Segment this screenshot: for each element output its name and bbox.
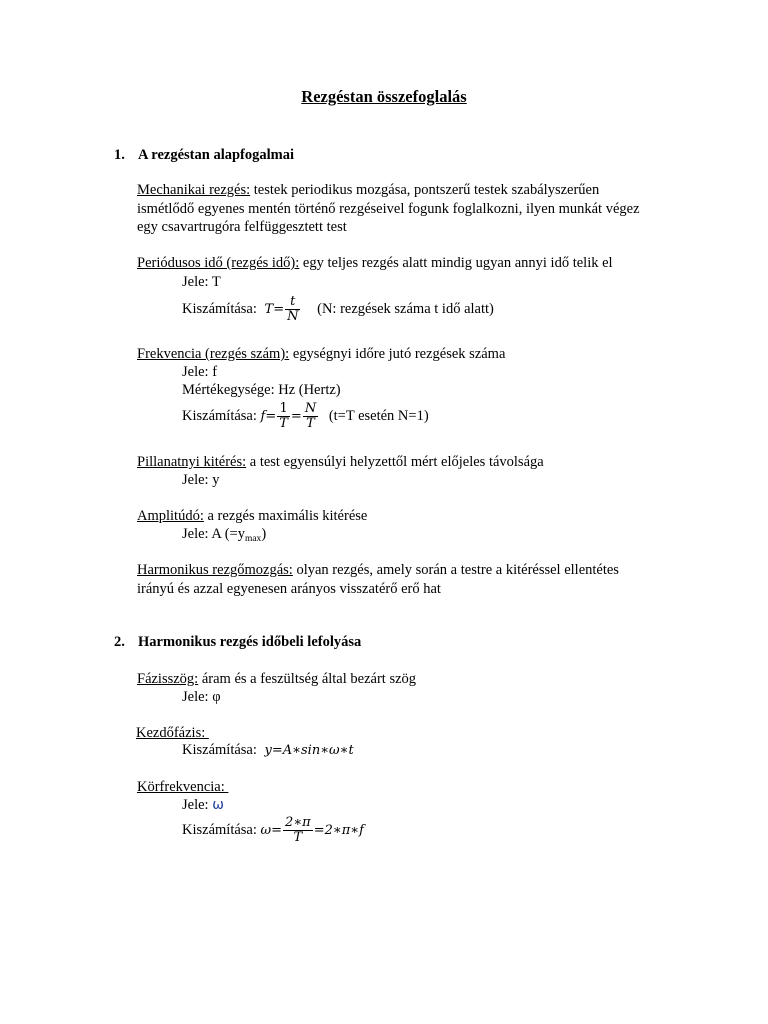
subscript-max: max xyxy=(244,534,262,544)
desc: egy teljes rezgés alatt mindig ugyan annyi idő telik el xyxy=(299,255,613,271)
calc-label: Kiszámítása: xyxy=(182,742,257,758)
term-frekvencia: Frekvencia (rezgés szám): xyxy=(137,346,290,362)
term-harmonikus: Harmonikus rezgőmozgás: xyxy=(137,562,293,578)
term-mechanikai: Mechanikai rezgés: xyxy=(137,182,251,198)
korfrekvencia-jele xyxy=(182,796,224,814)
fraction-numerator: 2∗π xyxy=(285,815,311,830)
desc: egységnyi időre jutó rezgések száma xyxy=(289,346,506,362)
fraction-denominator: N xyxy=(287,309,299,324)
symbol-T: T xyxy=(264,302,274,317)
amplitudo-jele xyxy=(182,525,266,545)
fraction-1 xyxy=(277,402,290,431)
harmonikus-line-1 xyxy=(137,561,619,579)
korfrekvencia-formula-row xyxy=(182,815,364,846)
term-periodus: Periódusos idő (rezgés idő): xyxy=(137,255,300,271)
pillanatnyi-line xyxy=(137,453,544,471)
section-number: 2. xyxy=(114,634,125,650)
desc: áram és a feszültség által bezárt szög xyxy=(198,671,417,687)
section-number: 1. xyxy=(114,147,125,163)
periodus-formula-row xyxy=(182,294,494,325)
calc-label: Kiszámítása: xyxy=(182,408,257,424)
desc: olyan rezgés, amely során a testre a kitéréssel ellentétes xyxy=(292,562,619,578)
page-title: Rezgéstan összefoglalás xyxy=(301,87,467,106)
section-1-heading xyxy=(114,146,294,164)
frequency-formula xyxy=(260,401,320,431)
fraction-numerator: 1 xyxy=(277,402,290,417)
periodus-line xyxy=(137,254,613,272)
symbol-f: f xyxy=(260,409,266,424)
omega-symbol: ω xyxy=(212,797,224,813)
desc: testek periodikus mozgása, pontszerű testek szabályszerűen xyxy=(250,182,600,198)
equals: = xyxy=(290,409,302,424)
frekvencia-unit: Mértékegysége: Hz (Hertz) xyxy=(182,382,341,398)
fraction xyxy=(283,816,313,845)
equals: = xyxy=(265,409,277,424)
desc: a test egyensúlyi helyzettől mért előjeles távolsága xyxy=(246,454,544,470)
faziszog-line xyxy=(137,670,416,688)
period-formula xyxy=(264,294,302,324)
section-2-heading xyxy=(114,633,361,651)
fraction-denominator: T xyxy=(306,416,315,431)
mechanikai-line-2: ismétlődő egyenes mentén történő rezgéseivel fogunk foglalkozni, ilyen munkát végez xyxy=(137,201,640,217)
fraction-numerator: t xyxy=(285,295,300,310)
period-note: (N: rezgések száma t idő alatt) xyxy=(317,301,494,317)
frekvencia-line xyxy=(137,345,505,363)
korfrekvencia-line xyxy=(137,778,228,796)
amplitudo-line xyxy=(137,507,367,525)
section-title: Harmonikus rezgés időbeli lefolyása xyxy=(138,634,362,650)
fraction-numerator: N xyxy=(304,401,317,416)
harmonikus-line-2: irányú és azzal egyenesen arányos visszatérő erő hat xyxy=(137,581,441,597)
fraction xyxy=(285,295,300,324)
fraction-denominator: T xyxy=(293,830,303,845)
term-faziszog: Fázisszög: xyxy=(137,671,199,687)
term-kezdofazis: Kezdőfázis: xyxy=(136,725,209,741)
symbol-omega: ω xyxy=(260,823,272,838)
mechanikai-line-1 xyxy=(137,181,599,199)
jele-prefix: Jele: A (=y xyxy=(182,526,245,542)
formula-rhs: =2∗π∗f xyxy=(313,823,364,838)
faziszog-jele: Jele: φ xyxy=(182,689,221,705)
calc-label: Kiszámítása: xyxy=(182,301,257,317)
calc-label: Kiszámítása: xyxy=(182,822,257,838)
term-korfrekvencia: Körfrekvencia: xyxy=(137,779,229,795)
kezdofazis-formula-row xyxy=(182,741,354,760)
section-title: A rezgéstan alapfogalmai xyxy=(138,147,294,163)
phase-formula: y=A∗sin∗ω∗t xyxy=(264,743,354,758)
fraction-denominator: T xyxy=(279,416,288,431)
kezdofazis-line xyxy=(136,724,209,742)
equals: = xyxy=(273,302,285,317)
desc: a rezgés maximális kitérése xyxy=(203,508,368,524)
term-pillanatnyi: Pillanatnyi kitérés: xyxy=(137,454,247,470)
mechanikai-line-3: egy csavartrugóra felfüggesztett test xyxy=(137,219,347,235)
fraction-2 xyxy=(303,402,318,431)
pillanatnyi-jele: Jele: y xyxy=(182,472,220,488)
angular-frequency-formula xyxy=(260,815,364,845)
jele-label: Jele: xyxy=(182,797,209,813)
term-amplitudo: Amplitúdó: xyxy=(137,508,204,524)
equals: = xyxy=(271,823,283,838)
frekvencia-formula-row xyxy=(182,401,429,432)
frequency-note: (t=T esetén N=1) xyxy=(328,408,429,424)
jele-suffix: ) xyxy=(261,526,267,542)
frekvencia-jele: Jele: f xyxy=(182,364,218,380)
periodus-jele: Jele: T xyxy=(182,274,221,290)
